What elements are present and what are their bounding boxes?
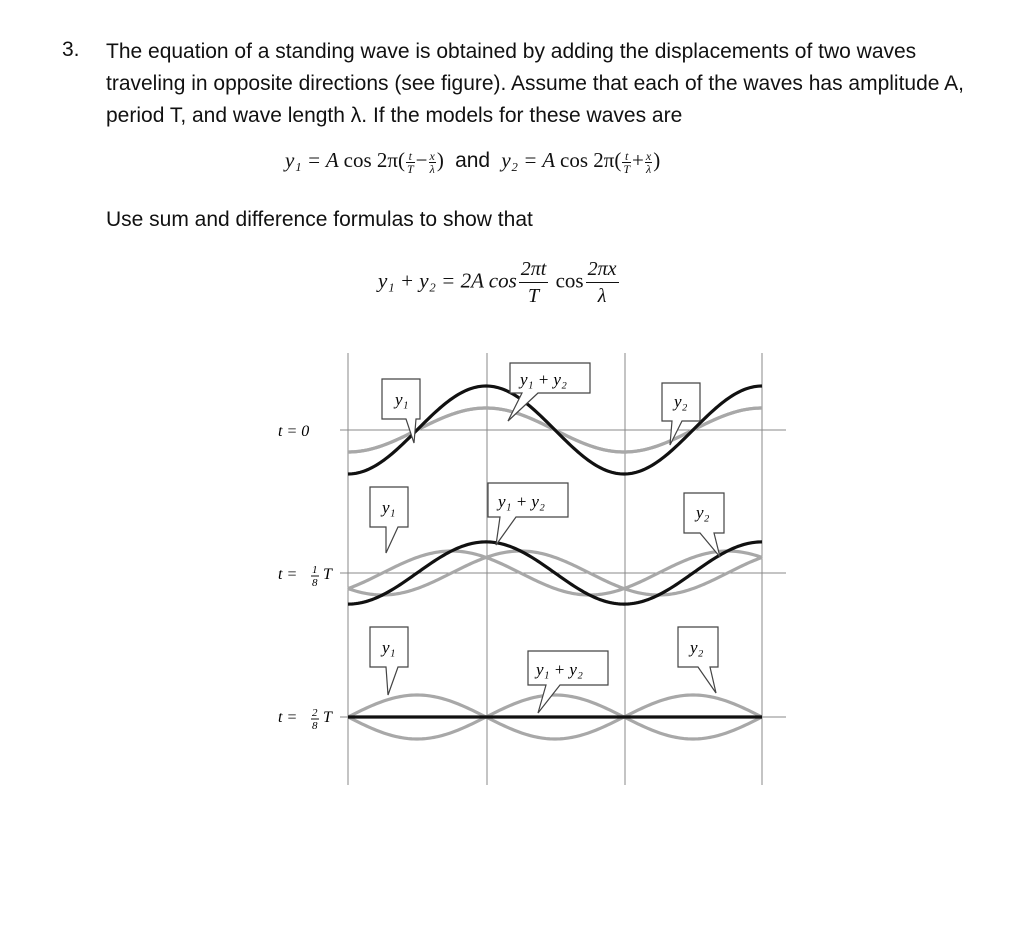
identity-lhs: y₁ + y₂ = 2A cos <box>378 268 517 293</box>
time-label-0: t = 0 <box>278 423 310 440</box>
cos-term: cos 2π( <box>560 148 622 172</box>
time-fraction-num: 1 <box>312 564 318 576</box>
fraction-2pix-over-lambda: $\frac{2\pi x}{\lambda}$ <box>587 258 617 307</box>
time-label-suffix: T <box>323 709 332 726</box>
statement-line: traveling in opposite directions (see figure). Assume that each of the waves has amplitude A, <box>106 72 964 95</box>
time-fraction-num: 2 <box>312 707 318 719</box>
plus-sign: + <box>632 148 644 172</box>
standing-wave-figure <box>270 345 790 790</box>
minus-sign: − <box>415 148 428 172</box>
callout-y1-label: y₁ <box>382 498 396 517</box>
time-label-2: t = <box>278 709 298 726</box>
statement-line: period T, and wave length λ. If the models for these waves are <box>106 104 683 127</box>
fraction-t-over-T: $\frac{t}{T}$ <box>623 148 631 176</box>
callout-y1-plus-y2-label: y₁ + y₂ <box>536 660 583 679</box>
fraction-2pit-over-T: $\frac{2\pi t}{T}$ <box>520 258 547 307</box>
problem-number: 3. <box>62 38 80 61</box>
statement-line: The equation of a standing wave is obtained by adding the displacements of two waves <box>106 40 917 63</box>
callout-y1-plus-y2-label: y₁ + y₂ <box>498 492 545 511</box>
cos-term: cos 2π( <box>343 148 405 172</box>
wave-models-equation: y₁ = A cos 2π( $\frac{t}{T}$ − $\frac{x}{\lambda}$ ) and y₂ = A cos 2π( $\frac{t}{T}$ + $\frac{x}{\lambda}$ ) <box>285 148 661 176</box>
callout-y2-label: y₂ <box>690 638 704 657</box>
time-label-suffix: T <box>323 566 332 583</box>
fraction-x-over-lambda: $\frac{x}{\lambda}$ <box>645 148 652 176</box>
y1-lhs: y₁ = A <box>285 148 339 172</box>
time-label-1: t = <box>278 566 298 583</box>
callout-y1-plus-y2-label: y₁ + y₂ <box>520 370 567 389</box>
problem-statement <box>106 36 1006 132</box>
time-fraction-den: 8 <box>312 720 318 732</box>
callout-y1-label: y₁ <box>395 390 409 409</box>
standing-wave-identity <box>378 256 621 309</box>
callout-y2-label: y₂ <box>674 392 688 411</box>
fraction-t-over-T: $\frac{t}{T}$ <box>406 148 414 176</box>
y2-lhs: y₂ = A <box>501 148 555 172</box>
time-fraction-den: 8 <box>312 577 318 589</box>
and-word: and <box>455 149 491 172</box>
fraction-x-over-lambda: $\frac{x}{\lambda}$ <box>429 148 435 176</box>
instruction-text: Use sum and difference formulas to show that <box>106 208 533 231</box>
callout-y1-label: y₁ <box>382 638 396 657</box>
callout-y2-label: y₂ <box>696 503 710 522</box>
cos-word: cos <box>555 268 584 293</box>
